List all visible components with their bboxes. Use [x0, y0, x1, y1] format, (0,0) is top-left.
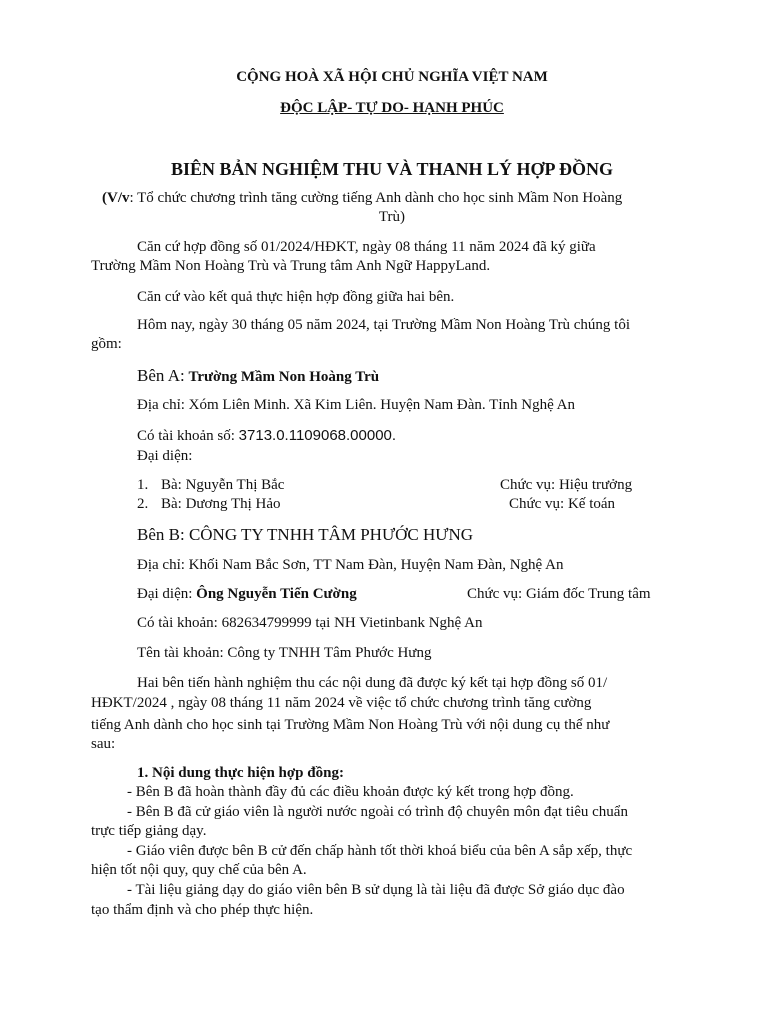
section-1-item: trực tiếp giảng dạy.	[91, 823, 207, 839]
party-a-account	[137, 426, 396, 446]
party-a-heading	[137, 366, 379, 387]
party-b-rep-label: Đại diện:	[137, 586, 197, 602]
party-b-heading: Bên B: CÔNG TY TNHH TÂM PHƯỚC HƯNG	[137, 525, 474, 544]
subject-line-2: Trù)	[378, 209, 406, 225]
subject-text: : Tổ chức chương trình tăng cường tiếng Anh dành cho học sinh Mầm Non Hoàng	[129, 190, 623, 206]
body-line-2: HĐKT/2024 , ngày 08 tháng 11 năm 2024 về việc tổ chức chương trình tăng cường	[91, 695, 592, 711]
intro-p1-line2: Trường Mầm Non Hoàng Trù và Trung tâm Anh Ngữ HappyLand.	[91, 258, 491, 274]
intro-p3-line1: Hôm nay, ngày 30 tháng 05 năm 2024, tại Trường Mầm Non Hoàng Trù chúng tôi	[137, 317, 630, 333]
motto-header: ĐỘC LẬP- TỰ DO- HẠNH PHÚC	[280, 100, 504, 116]
party-b-rep-name: Ông Nguyễn Tiến Cường	[196, 586, 357, 602]
party-a-rep-name-2: Bà: Dương Thị Hảo	[161, 496, 281, 512]
section-1-item: hiện tốt nội quy, quy chế của bên A.	[91, 862, 307, 878]
party-a-rep-num-2: 2.	[137, 496, 149, 512]
party-a-address: Địa chỉ: Xóm Liên Minh. Xã Kim Liên. Huyện Nam Đàn. Tỉnh Nghệ An	[137, 397, 575, 413]
party-b-address: Địa chỉ: Khối Nam Bắc Sơn, TT Nam Đàn, Huyện Nam Đàn, Nghệ An	[137, 557, 564, 573]
intro-p1-line1: Căn cứ hợp đồng số 01/2024/HĐKT, ngày 08 tháng 11 năm 2024 đã ký giữa	[137, 239, 596, 255]
party-a-rep-name-1: Bà: Nguyễn Thị Bắc	[161, 477, 285, 493]
subject-line-1	[102, 189, 622, 208]
party-a-name: Trường Mầm Non Hoàng Trù	[188, 369, 380, 385]
party-a-rep-label: Đại diện:	[137, 448, 193, 464]
party-b-rep-role: Chức vụ: Giám đốc Trung tâm	[467, 586, 651, 602]
section-1-item: - Bên B đã cử giáo viên là người nước ngoài có trình độ chuyên môn đạt tiêu chuẩn	[127, 804, 628, 820]
intro-p2: Căn cứ vào kết quả thực hiện hợp đồng giữa hai bên.	[137, 289, 455, 305]
party-a-rep-role-2: Chức vụ: Kế toán	[509, 496, 616, 512]
body-line-4: sau:	[91, 736, 116, 752]
subject-prefix: (V/v	[102, 190, 130, 206]
party-a-label: Bên A:	[137, 366, 185, 385]
section-1-item: - Tài liệu giảng dạy do giáo viên bên B sử dụng là tài liệu đã được Sở giáo dục đào	[127, 882, 625, 898]
party-a-rep-num-1: 1.	[137, 477, 149, 493]
nation-header: CỘNG HOÀ XÃ HỘI CHỦ NGHĨA VIỆT NAM	[236, 69, 548, 85]
party-b-account: Có tài khoản: 682634799999 tại NH Vietinbank Nghệ An	[137, 615, 483, 631]
party-a-account-label: Có tài khoản số:	[137, 428, 239, 444]
section-1-item: tạo thẩm định và cho phép thực hiện.	[91, 902, 314, 918]
party-a-rep-role-1: Chức vụ: Hiệu trưởng	[500, 477, 633, 493]
section-1-item: - Bên B đã hoàn thành đầy đủ các điều khoản được ký kết trong hợp đồng.	[127, 784, 574, 800]
intro-p3-line2: gồm:	[91, 336, 122, 352]
party-a-account-number: 3713.0.1109068.00000.	[238, 427, 397, 444]
section-1-item: - Giáo viên được bên B cử đến chấp hành tốt thời khoá biểu của bên A sắp xếp, thực	[127, 843, 633, 859]
party-b-rep	[137, 585, 357, 604]
body-line-1: Hai bên tiến hành nghiệm thu các nội dung đã được ký kết tại hợp đồng số 01/	[137, 675, 608, 691]
body-line-3: tiếng Anh dành cho học sinh tại Trường Mầm Non Hoàng Trù với nội dung cụ thể như	[91, 717, 610, 733]
party-b-account-name: Tên tài khoản: Công ty TNHH Tâm Phước Hưng	[137, 645, 432, 661]
document-title: BIÊN BẢN NGHIỆM THU VÀ THANH LÝ HỢP ĐỒNG	[170, 159, 614, 179]
section-1-heading: 1. Nội dung thực hiện hợp đồng:	[137, 765, 344, 781]
